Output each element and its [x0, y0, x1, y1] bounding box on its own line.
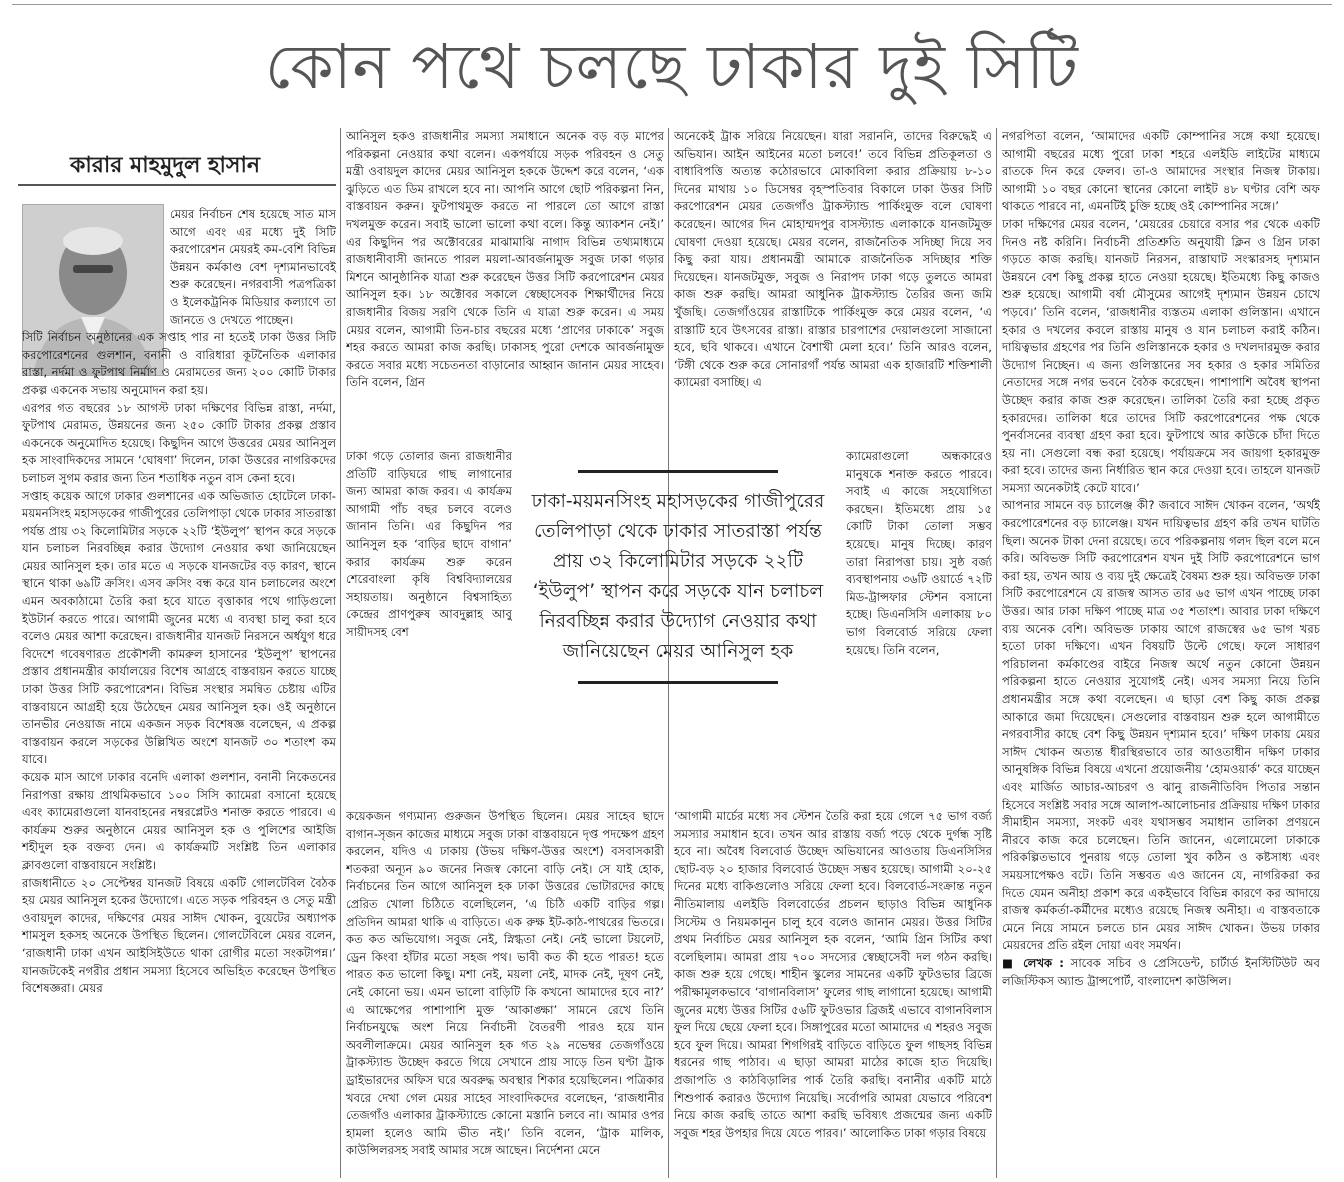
- byline: কারার মাহমুদুল হাসান: [70, 153, 260, 178]
- author-note-label: ■ লেখক :: [1002, 955, 1064, 970]
- paragraph: নগরপিতা বলেন, ‘আমাদের একটি কোম্পানির সঙ্গে কথা হয়েছে। আগামী বছরের মধ্যে পুরো ঢাকা শহরে এলইডি লাইটের মাধ্যমে রাতকে দিন করে ফেলব। তা-ও আমাদের সংস্থার নিজস্ব টাকায়। আগামী ১০ বছর কোনো স্থানের কোনো লাইট ৪৮ ঘণ্টার বেশি অফ থাকতে পারবে না, এমনটিই চুক্তি হচ্ছে ওই কোম্পানির সঙ্গে।’: [1002, 129, 1320, 214]
- column-divider: [340, 128, 341, 1178]
- paragraph: মেয়র নির্বাচন শেষ হয়েছে সাত মাস আগে এবং এর মধ্যে দুই সিটি করপোরেশন মেয়রই কম-বেশি বিভিন্ন উন্নয়ন কর্মকাণ্ড বেশ দৃশ্যমানভাবেই শুরু করেছেন। নগরবাসী পত্রপত্রিকা ও ইলেকট্রনিক মিডিয়ার কল্যাণে তা জানতে ও দেখতে পাচ্ছেন।: [170, 207, 336, 327]
- paragraph: আনিসুল হকও রাজধানীর সমস্যা সমাধানে অনেক বড় বড় মাপের পরিকল্পনা নেওয়ার কথা বলেন। একপর্যায়ে সড়ক পরিবহন ও সেতু মন্ত্রী ওবায়দুল কাদের মেয়র আনিসুল হককে উদ্দেশ করে বলেন, ‘এক ঝুড়িতে এত ডিম রাখলে হবে না। আপনি আগে ছোট পরিকল্পনা নিন, বাস্তবায়ন করুন। ফুটপাথমুক্ত করতে না পারলে তো আগে রাস্তা দখলমুক্ত করেন। সবাই ভালো ভালো কথা বলে। কিন্তু অ্যাকশন নেই।’ এর কিছুদিন পর অক্টোবরের মাঝামাঝি নাগাদ বিভিন্ন তথ্যমাধ্যমে রাজধানীবাসী জানতে পারল ময়লা-আবর্জনামুক্ত সবুজ ঢাকা গড়ার মিশনে আনুষ্ঠানিক যাত্রা শুরু করেছেন উত্তর সিটি করপোরেশন মেয়র আনিসুল হক। ১৮ অক্টোবর সকালে স্বেচ্ছাসেবক শিক্ষার্থীদের নিয়ে রাজধানীর বিজয় সরণি থেকে তিনি এ যাত্রা শুরু করেন। এ সময় মেয়র বলেন, আগামী তিন-চার বছরের মধ্যে ‘প্রাণের ঢাকাকে’ সবুজ শহর করতে আমরা কাজ করছি। ঢাকাসহ পুরো দেশকে আবর্জনামুক্ত করতে সবার মধ্যে সচেতনতা বাড়ানোর আহ্বান জানান মেয়র সাহেব। তিনি বলেন, গ্রিন: [346, 129, 664, 390]
- pull-quote-rule-top: [578, 470, 778, 473]
- column-3-top: [674, 128, 992, 446]
- byline-divider: [18, 184, 336, 186]
- paragraph: ক্যামেরাগুলো অন্ধকারেও মানুষকে শনাক্ত করতে পারবে। সবাই এ কাজে সহযোগিতা করছেন। ইতিমধ্যে প্রায় ১৫ কোটি টাকা তোলা সম্ভব হয়েছে। মানুষ দিচ্ছে। কারণ তারা নিরাপত্তা চায়। সুষ্ঠ বর্জ্য ব্যবস্থাপনায় ৩৬টি ওয়ার্ডে ৭২টি মিড-ট্রান্সফার স্টেশন বসানো হচ্ছে। ডিএনসিসি এলাকায় ৮০ ভাগ বিলবোর্ড সরিয়ে ফেলা হয়েছে। তিনি বলেন,: [846, 449, 992, 657]
- paragraph: রাজধানীতে ২০ সেপ্টেম্বর যানজট বিষয়ে একটি গোলটেবিল বৈঠক হয় মেয়র আনিসুল হকের উদ্যোগে। এতে সড়ক পরিবহন ও সেতু মন্ত্রী ওবায়দুল কাদের, দক্ষিণের মেয়র সাঈদ খোকন, বুয়েটের অধ্যাপক শামসুল হকসহ অনেকে উপস্থিত ছিলেন। গোলটেবিলে মেয়র বলেন, ‘রাজধানী ঢাকা এখন আইসিইউতে থাকা রোগীর মতো সংকটাপন্ন।’ যানজটকেই নগরীর প্রধান সমস্যা হিসেবে অভিহিত করেছেন উপস্থিত বিশেষজ্ঞরা। মেয়র: [22, 875, 336, 996]
- paragraph: অনেকেই ট্রাক সরিয়ে নিয়েছেন। যারা সরাননি, তাদের বিরুদ্ধেই এ অভিযান। আইন আইনের মতো চলবে!’ তবে বিভিন্ন প্রতিকূলতা ও বাধাবিপত্তি অত্যন্ত কঠোরভাবে মোকাবিলা করার প্রক্রিয়ায় ৮-১০ দিনের মাথায় ১০ ডিসেম্বর বৃহস্পতিবার বিকালে ঢাকা উত্তর সিটি করপোরেশন মেয়র তেজগাঁও ট্রাকস্ট্যান্ড পার্কিংমুক্ত বলে ঘোষণা করেছেন। আগের দিন মোহাম্মদপুর বাসস্ট্যান্ড এলাকাকে যানজটমুক্ত ঘোষণা দেওয়া হয়েছে। মেয়র বলেন, রাজনৈতিক সদিচ্ছা দিয়ে সব কিছু করা যায়। প্রধানমন্ত্রী আমাকে রাজনৈতিক সদিচ্ছার শক্তি দিয়েছেন। যানজটমুক্ত, সবুজ ও নিরাপদ ঢাকা গড়ে তুলতে আমরা কাজ শুরু করছি। আমরা আধুনিক ট্রাকস্ট্যান্ড তৈরির জন্য জমি খুঁজছি। তেজগাঁওয়ের রাস্তাটিকে পার্কিংমুক্ত করে মেয়র বলেন, ‘এ রাস্তাটি হবে উৎসবের রাস্তা। রাস্তার চারপাশের দেয়ালগুলো সাজানো হবে, ছবি থাকবে। এখানে বৈশাখী মেলা হবে।’ তিনি আরও বলেন, ‘টঙ্গী থেকে শুরু করে সোনারগাঁ পর্যন্ত আমরা এক হাজারটি শক্তিশালী ক্যামেরা বসাচ্ছি। এ: [674, 129, 992, 390]
- paragraph: এরপর গত বছরের ১৮ আগস্ট ঢাকা দক্ষিণের বিভিন্ন রাস্তা, নর্দমা, ফুটপাথ মেরামত, উন্নয়নের জন্য ২৫০ কোটি টাকার প্রকল্প প্রস্তাব একনেকে অনুমোদিত হয়েছে। কিছুদিন আগে উত্তরের মেয়র আনিসুল হক সাংবাদিকদের সামনে ‘ঘোষণা’ দিলেন, ঢাকা উত্তরের নাগরিকদের চলাচল সুগম করার জন্য তিন শতাধিক নতুন বাস কেনা হবে।: [22, 400, 336, 485]
- pull-quote: [520, 470, 836, 684]
- pull-quote-text: ঢাকা-ময়মনসিংহ মহাসড়কের গাজীপুরের তেলিপাড়া থেকে ঢাকার সাতরাস্তা পর্যন্ত প্রায় ৩২ কিলোমিটার সড়কে ২২টি ‘ইউলুপ’ স্থাপন করে সড়কে যান চলাচল নিরবচ্ছিন্ন করার উদ্যোগ নেওয়ার কথা জানিয়েছেন মেয়র আনিসুল হক: [531, 491, 825, 662]
- column-3-bottom: [674, 808, 992, 1178]
- paragraph: ‘আগামী মার্চের মধ্যে সব স্টেশন তৈরি করা হয়ে গেলে ৭৫ ভাগ বর্জ্য সমস্যার সমাধান হবে। তখন আর রাস্তায় বর্জ্য পড়ে থেকে দুর্গন্ধ সৃষ্টি হবে না। অবৈধ বিলবোর্ড উচ্ছেদ অভিযানের আওতায় ডিএনসিসির ছোট-বড় ২০ হাজার বিলবোর্ড উচ্ছেদ সম্ভব হয়েছে। আগামী ২০-২৫ দিনের মধ্যে বাকিগুলোও সরিয়ে ফেলা হবে। বিলবোর্ড-সংক্রান্ত নতুন নীতিমালায় এলইডি বিলবোর্ডের প্রচলন ছাড়াও বিভিন্ন আধুনিক সিস্টেম ও নিয়মকানুন চালু হবে বলেও জানান মেয়র। উত্তর সিটির প্রথম নির্বাচিত মেয়র আনিসুল হক বলেন, ‘আমি গ্রিন সিটির কথা বলেছিলাম। আমরা প্রায় ৭০০ সদস্যের স্বেচ্ছাসেবী দল গঠন করছি। কাজ শুরু হয়ে গেছে। শাহীন স্কুলের সামনের একটি ফুটওভার ব্রিজে পরীক্ষামূলকভাবে ‘বাগানবিলাস’ ফুলের গাছ লাগানো হয়েছে। আগামী জুনের মধ্যে উত্তর সিটির ৫৬টি ফুটওভার ব্রিজই এভাবে বাগানবিলাস ফুল দিয়ে ছেয়ে ফেলা হবে। সিঙ্গাপুরের মতো আমাদের এ শহরও সবুজ হবে ফুল দিয়ে। আমরা শিগগিরই বাড়িতে বাড়িতে ফুল গাছসহ বিভিন্ন ধরনের গাছ পাঠাব। এ ছাড়া আমরা মাঠের কাজে হাত দিয়েছি। প্রজাপতি ও কাঠবিড়ালির পার্ক তৈরি করছি। বনানীর একটি মাঠে শিশুপার্ক করারও উদ্যোগ নিয়েছি। সর্বোপরি আমরা যেভাবে পরিবেশ নিয়ে কাজ করছি তাতে আশা করছি ভবিষ্যৎ প্রজন্মের জন্য একটি সবুজ শহর উপহার দিয়ে যেতে পারব।’ আলোকিত ঢাকা গড়ার বিষয়ে: [674, 809, 992, 1140]
- author-note-text: সাবেক সচিব ও প্রেসিডেন্ট, চার্টার্ড ইনস্টিটিউট অব লজিস্টিকস অ্যান্ড ট্রান্সপোর্ট, বাংলাদেশ কাউন্সিল।: [1002, 955, 1320, 988]
- column-3-middle: [846, 448, 992, 804]
- paragraph: সিটি নির্বাচন অনুষ্ঠানের এক সপ্তাহ পার না হতেই ঢাকা উত্তর সিটি করপোরেশনের গুলশান, বনানী ও বারিধারা কূটনৈতিক এলাকার রাস্তা, নর্দমা ও ফুটপাথ নির্মাণ ও মেরামতের জন্য ২০০ কোটি টাকার প্রকল্প একনেক সভায় অনুমোদন করা হয়।: [22, 330, 336, 397]
- pull-quote-rule-bottom: [578, 681, 778, 684]
- column-2-middle: [346, 448, 512, 804]
- paragraph: ঢাকা গড়ে তোলার জন্য রাজধানীর প্রতিটি বাড়িঘরে গাছ লাগানোর জন্য আমরা কাজ করব। এ কার্যক্রম আগামী পাঁচ বছর চলবে বলেও জানান তিনি। এর কিছুদিন পর আনিসুল হক ‘বাড়ির ছাদে বাগান’ করার কার্যক্রম শুরু করেন শেরেবাংলা কৃষি বিশ্ববিদ্যালয়ের সহায়তায়। অনুষ্ঠানে বিশ্বসাহিত্য কেন্দ্রের প্রাণপুরুষ আবদুল্লাহ আবু সায়ীদসহ বেশ: [346, 449, 512, 639]
- column-2-bottom: [346, 808, 664, 1178]
- column-4: [1002, 128, 1320, 1178]
- paragraph: কয়েক মাস আগে ঢাকার বনেদি এলাকা গুলশান, বনানী নিকেতনের নিরাপত্তা রক্ষায় প্রাথমিকভাবে ১০০ সিসি ক্যামেরা বসানো হয়েছে এবং ক্যামেরাগুলো যানবাহনের নম্বরপ্লেটও শনাক্ত করতে পারবে। এ কার্যক্রম শুরুর অনুষ্ঠানে মেয়র আনিসুল হক ও পুলিশের আইজি শহীদুল হক বক্তব্য দেন। এ কার্যক্রমটি সংশ্লিষ্ট তিন এলাকার ক্লাবগুলো বাস্তবায়নে সংশ্লিষ্ট।: [22, 770, 336, 872]
- paragraph: ঢাকা দক্ষিণের মেয়র বলেন, ‘মেয়রের চেয়ারে বসার পর থেকে একটি দিনও নষ্ট করিনি। নির্বাচনী প্রতিশ্রুতি অনুযায়ী ক্লিন ও গ্রিন ঢাকা গড়তে কাজ করছি। যানজট নিরসন, রাস্তাঘাট সংস্কারসহ দৃশ্যমান উন্নয়নে বেশ কিছু প্রকল্প হাতে নেওয়া হয়েছে। ইতিমধ্যে কিছু কাজও শুরু হয়েছে। আগামী বর্ষা মৌসুমের আগেই দৃশ্যমান উন্নয়ন চোখে পড়বে।’ তিনি বলেন, ‘রাজধানীর ব্যস্ততম এলাকা গুলিস্তান। এখানে হকার ও দখলের কবলে রাস্তায় মানুষ ও যান চলাচল করাই কঠিন। দায়িত্বভার গ্রহণের পর তিনি গুলিস্তানকে হকার ও দখলদারমুক্ত করার উদ্যোগ নিচ্ছেন। এ জন্য গুলিস্তানের সব হকার ও হকার সমিতির নেতাদের সঙ্গে নগর ভবনে বৈঠক করেছেন। পাশাপাশি অবৈধ স্থাপনা উচ্ছেদ করার কাজ শুরু করেছেন। তালিকা তৈরি করা হচ্ছে প্রকৃত হকারদের। তালিকা ধরে তাদের সিটি করপোরেশনের পক্ষ থেকে পুনর্বাসনের ব্যবস্থা গ্রহণ করা হবে। ফুটপাথে আর কাউকে চাঁদা দিতে হয় না। সেগুলো বন্ধ করা হয়েছে। পর্যায়ক্রমে সব জায়গা হকারমুক্ত করা হবে। তাদের জন্য নির্ধারিত স্থান করে দেওয়া হবে। তাহলে যানজট সমস্যা অনেকটাই কেটে যাবে।’: [1002, 216, 1320, 495]
- paragraph: কয়েকজন গণ্যমান্য গুরুজন উপস্থিত ছিলেন। মেয়র সাহেব ছাদে বাগান-সৃজন কাজের মাধ্যমে সবুজ ঢাকা বাস্তবায়নে দৃপ্ত পদক্ষেপ গ্রহণ করলেন, যদিও এ ঢাকায় (উভয় দক্ষিণ-উত্তর অংশে) বসবাসকারী শতকরা অন্যূন ৯০ জনের নিজস্ব কোনো বাড়ি নেই। সে যাই হোক, নির্বাচনের তিন আগে আনিসুল হক ঢাকা উত্তরের ভোটারদের কাছে প্রেরিত খোলা চিঠিতে বলেছিলেন, ‘এ চিঠি একটি বাড়ির গল্প। প্রতিদিন আমরা থাকি এ বাড়িতে। এক রুক্ষ ইট-কাঠ-পাথরের ভিতরে। কত কত অভিযোগ। সবুজ নেই, স্নিগ্ধতা নেই। নেই ভালো টয়লেট, ড্রেন কিংবা হাঁটার মতো সহজ পথ। ভাবী কত কী হতে পারত! হতে পারত কত ভালো কিছু। মশা নেই, ময়লা নেই, মাদক নেই, দূষণ নেই, নেই কোনো ভয়। এমন ভালো বাড়িটি কি কখনো আমাদের হবে না?’ এ আক্ষেপের পাশাপাশি মুক্ত ‘আকাঙ্ক্ষা’ সামনে রেখে তিনি নির্বাচনযুদ্ধে অংশ নিয়ে নির্বাচনী বৈতরণী পারও হয়ে যান অবলীলাক্রমে। মেয়র আনিসুল হক গত ২৯ নভেম্বর তেজগাঁওয়ে ট্রাকস্ট্যান্ড উচ্ছেদ করতে গিয়ে সেখানে প্রায় সাড়ে তিন ঘণ্টা ট্রাক ড্রাইভারদের অফিস ঘরে অবরুদ্ধ অবস্থার শিকার হয়েছিলেন। পত্রিকার খবরে দেখা গেল মেয়র সাহেব সাংবাদিকদের বলেছেন, ‘রাজধানীর তেজগাঁও এলাকার ট্রাকস্ট্যান্ডে কোনো মস্তানি চলবে না। আমার ওপর হামলা হলেও আমি ভীত নই।’ তিনি বলেন, ‘ট্রাক মালিক, কাউন্সিলরসহ সবাই আমার সঙ্গে আছেন। নির্দেশনা মেনে: [346, 809, 664, 1158]
- paragraph: সপ্তাহ কয়েক আগে ঢাকার গুলশানের এক অভিজাত হোটেলে ঢাকা-ময়মনসিংহ মহাসড়কের গাজীপুরের তেলিপাড়া থেকে ঢাকার সাতরাস্তা পর্যন্ত প্রায় ৩২ কিলোমিটার সড়কে ২২টি ‘ইউলুপ’ স্থাপন করে সড়কে যান চলাচল নিরবচ্ছিন্ন করার উদ্যোগ নেওয়ার কথা জানিয়েছেন মেয়র আনিসুল হক। তার মতে এ সড়কে যানজটের বড় কারণ, স্থানে স্থানে থাকা ৬৯টি ক্রসিং। এসব ক্রসিং বন্ধ করে যান চলাচলের অংশে এমন অবকাঠামো তৈরি করা হবে যাতে বৃত্তাকার পথে গাড়িগুলো ইউটার্ন করতে পারে। আগামী জুনের মধ্যে এ ব্যবস্থা চালু করা হবে বলেও মেয়র আশা করেছেন। রাজধানীর যানজট নিরসনে অর্ধযুগ ধরে বিদেশে গবেষণারত প্রকৌশলী কামরুল হাসানের ‘ইউলুপ’ স্থাপনের প্রস্তাব প্রধানমন্ত্রীর কার্যালয়ের বিশেষ আগ্রহে বাস্তবায়ন করতে যাচ্ছে ঢাকা উত্তর সিটি করপোরেশন। বিভিন্ন সংস্থার সমন্বিত চেষ্টায় এটির বাস্তবায়নে আগ্রহী হয়ে উঠেছেন মেয়র আনিসুল হক। ওই অনুষ্ঠানে তানভীর নেওয়াজ নামে একজন সড়ক বিশেষজ্ঞ বলেছেন, এ প্রকল্প বাস্তবায়ন করলে সড়কের উল্লিখিত অংশে যানজট ৩০ শতাংশ কম যাবে।: [22, 488, 336, 767]
- column-1: [22, 206, 336, 998]
- author-note: [1002, 955, 1320, 990]
- headline: কোন পথে চলছে ঢাকার দুই সিটি: [265, 30, 1079, 103]
- paragraph: আপনার সামনে বড় চ্যালেঞ্জ কী? জবাবে সাঈদ খোকন বলেন, ‘অর্থই করপোরেশনের বড় চ্যালেঞ্জ। যখন দায়িত্বভার গ্রহণ করি তখন ঘাটতি ছিল। অনেক টাকা দেনা রয়েছে। তবে পরিকল্পনায় গলদ ছিল বলে মনে করি। অবিভক্ত সিটি করপোরেশন যখন দুই সিটি করপোরেশনে ভাগ করা হয়, তখন আয় ও ব্যয় দুই ক্ষেত্রেই বৈষম্য শুরু হয়। অবিভক্ত ঢাকা সিটি করপোরেশনে যে রাজস্ব আসত তার ৬৫ ভাগ এখন পাচ্ছে ঢাকা উত্তর। আর ঢাকা দক্ষিণ পাচ্ছে মাত্র ৩৫ শতাংশ। আবার ঢাকা দক্ষিণে ব্যয় অনেক বেশি। অবিভক্ত ঢাকায় আগে রাজস্বের ৬৫ ভাগ খরচ হতো ঢাকা দক্ষিণে। এখন বিষয়টি উল্টে গেছে। ফলে সাধারণ পরিচালনা কর্মকাণ্ডের বাইরে নিজস্ব অর্থে নতুন কোনো উন্নয়ন পরিকল্পনা হাতে নেওয়ার সুযোগই নেই। এসব সমস্যা নিয়ে তিনি প্রধানমন্ত্রীর সঙ্গে কথা বলেছেন। এ ছাড়া বেশ কিছু কাজ প্রকল্প আকারে জমা দিয়েছেন। সেগুলোর বাস্তবায়ন শুরু হলে আগামীতে নগরবাসীর কাছে বেশ কিছু উন্নয়ন দৃশ্যমান হবে।’ দক্ষিণ ঢাকায় মেয়র সাঈদ খোকন অত্যন্ত ধীরস্থিরভাবে তার আওতাধীন দক্ষিণ ঢাকার আনুষঙ্গিক বিভিন্ন বিষয়ে এখনো প্রয়োজনীয় ‘হোমওয়ার্ক’ করে যাচ্ছেন এবং মার্জিত আচার-আচরণ ও ঝানু রাজনীতিবিদ পিতার সন্তান হিসেবে সংশ্লিষ্ট সবার সঙ্গে আলাপ-আলোচনার প্রক্রিয়ায় দক্ষিণ ঢাকার সীমাহীন সমস্যা, সংকট এবং যথাসম্ভব সমাধান তালিকা প্রণয়নে নীরবে কাজ করে চলেছেন। তিনি জানেন, এলোমেলো ঢাকাকে পরিকল্পিতভাবে পুনরায় গড়ে তোলা খুব কঠিন ও কষ্টসাধ্য এবং সময়সাপেক্ষও বটে। তিনি সম্ভবত এও জানেন যে, নাগরিকরা কর দিতে যেমন অনীহা প্রকাশ করে একইভাবে বিভিন্ন কারণে কর আদায়ে রাজস্ব কর্মকর্তা-কর্মীদের মধ্যেও রয়েছে নিজস্ব অনীহা। এ বাস্তবতাকে মেনে নিয়ে সামনে চলতে চান মেয়র সাঈদ খোকন। উভয় ঢাকার মেয়রদের প্রতি রইল দোয়া এবং সমর্থন।: [1002, 498, 1320, 953]
- column-2-top: [346, 128, 664, 446]
- column-divider: [996, 128, 997, 1178]
- top-rule: [12, 4, 1332, 5]
